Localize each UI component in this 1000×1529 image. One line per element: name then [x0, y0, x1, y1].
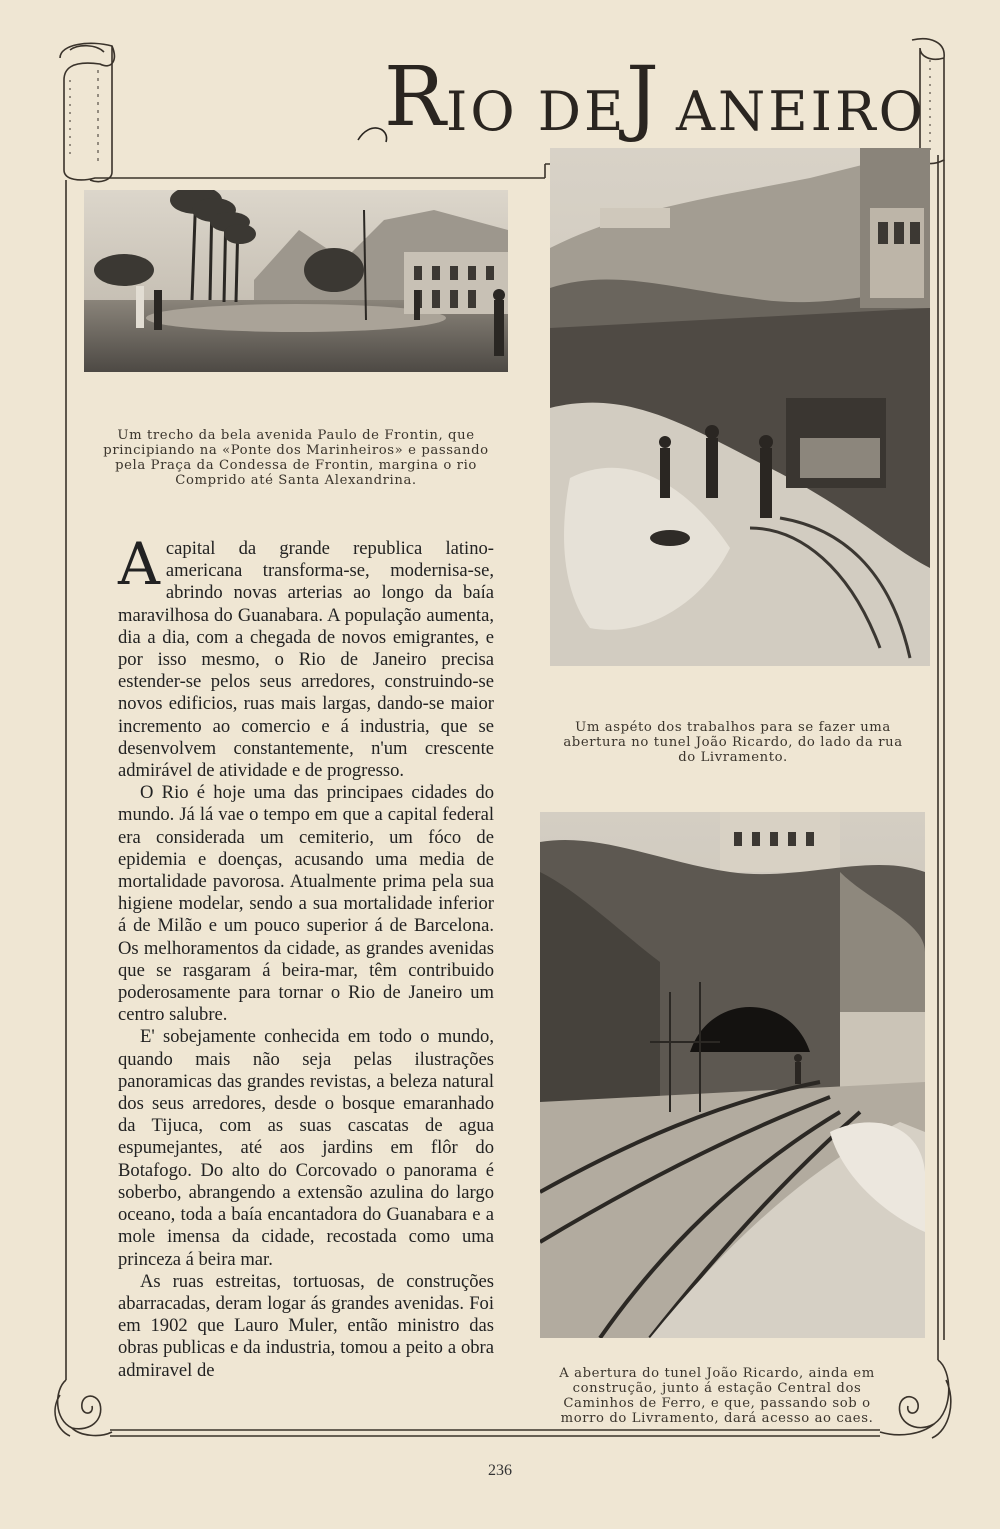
- article-paragraph-1: Acapital da grande republica latino-americana transforma-se, modernisa-se, abrindo novas arterias ao longo da baía maravilhosa do Guanabara. A população aumenta, dia a dia, com a chegada de novos emigrantes, e por isso mesmo, o Rio de Janeiro precisa estender-se pelos seus arredores, construindo-se novos edificios, ruas mais largas, dando-se maior incremento ao comercio e á industria, que se desenvolvem constantemente, n'um crescente admirável de atividade e de progresso.: [118, 530, 494, 782]
- article-paragraph-3: E' sobejamente conhecida em todo o mundo, quando mais não seja pelas ilustrações panoramicas das grandes revistas, a beleza natural dos seus arredores, desde o bosque emaranhado da Tijuca, com as suas cascatas de agua espumejantes, até aos jardins em flôr do Botafogo. Do alto do Corcovado o panorama é soberbo, abrangendo a extensão azulina do largo oceano, toda a baía encantadora do Guanabara e a mole imensa da cidade, recostada como uma princeza á beira mar.: [118, 1026, 494, 1270]
- page-number: 236: [488, 1462, 512, 1479]
- title-part-io-de: IO DE: [446, 80, 627, 143]
- caption-avenue: Um trecho da bela avenida Paulo de Frontin, que principiando na «Ponte dos Marinheiros» e passando pela Praça da Condessa de Frontin, margina o rio Comprido até Santa Alexandrina.: [103, 428, 489, 488]
- caption-tunnel: A abertura do tunel João Ricardo, ainda em construção, junto á estação Central dos Caminhos de Ferro, e que, passando sob o morro do Livramento, dará acesso ao caes.: [559, 1366, 875, 1426]
- article-paragraph-2: O Rio é hoje uma das principaes cidades do mundo. Já lá vae o tempo em que a capital federal era considerada um cemiterio, um fóco de epidemia e doenças, acusando uma media de mortalidade pavorosa. Atualmente prima pela sua higiene modelar, sendo a sua mortalidade inferior á de Milão e um pouco superior á de Barcelona. Os melhoramentos da cidade, as grandes avenidas que se rasgaram á beira-mar, têm contribuido poderosamente para tornar o Rio de Janeiro um centro salubre.: [118, 782, 494, 1026]
- tunnel-works-photo: [550, 148, 930, 666]
- caption-works: Um aspéto dos trabalhos para se fazer uma abertura no tunel João Ricardo, do lado da rua do Livramento.: [563, 720, 903, 765]
- title-part-aneiro: ANEIRO: [676, 80, 926, 143]
- article-body: [118, 530, 494, 1382]
- tunnel-entrance-photo: [540, 812, 925, 1338]
- drop-cap: A: [118, 530, 160, 598]
- street-scene-photo: [84, 190, 508, 372]
- page-title: [350, 50, 930, 150]
- title-initial-r: R: [384, 50, 448, 145]
- title-initial-j: J: [626, 50, 661, 145]
- article-paragraph-4: As ruas estreitas, tortuosas, de construções abarracadas, deram logar ás grandes avenidas. Foi em 1902 que Lauro Muler, então ministro das obras publicas e da industria, tomou a peito a obra admiravel de: [118, 1270, 494, 1381]
